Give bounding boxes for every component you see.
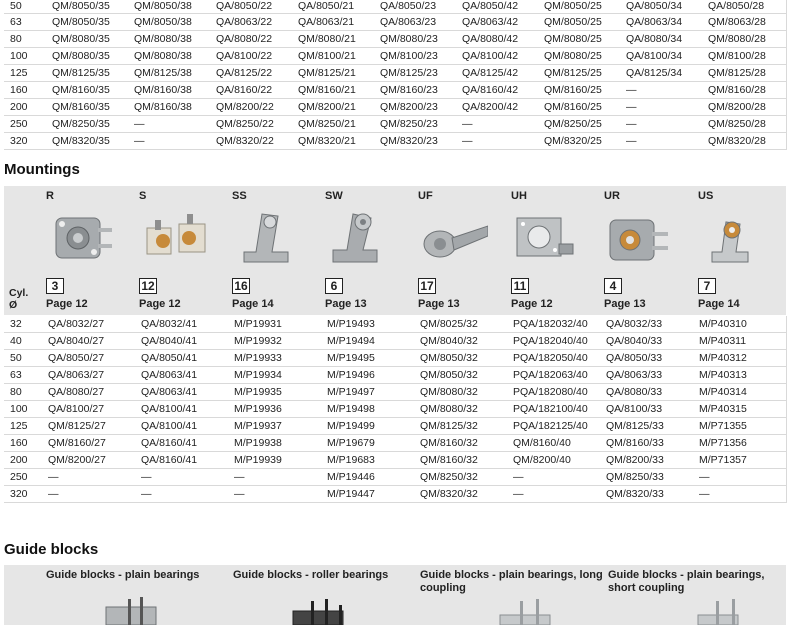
part-number-cell: QM/8080/38 — [128, 30, 210, 47]
page-reference: Page 12 — [139, 298, 181, 310]
part-number-cell: M/P19446 — [321, 469, 414, 486]
part-number-cell: — — [128, 132, 210, 149]
part-number-cell: QM/8125/23 — [374, 64, 456, 81]
part-number-cell: QM/8320/28 — [702, 132, 786, 149]
part-number-cell: QM/8125/27 — [42, 418, 135, 435]
cylinder-diameter-cell: 80 — [4, 30, 46, 47]
part-number-cell: QM/8050/35 — [46, 0, 128, 13]
part-number-cell: QM/8160/25 — [538, 81, 620, 98]
page-number-box: 12 — [139, 278, 157, 294]
part-number-cell: QA/8063/41 — [135, 384, 228, 401]
part-number-cell: QM/8125/25 — [538, 64, 620, 81]
mounting-column-uh[interactable] — [511, 186, 603, 315]
cylinder-diameter-cell: 100 — [4, 401, 42, 418]
guide-block-roller-bearings[interactable] — [233, 565, 419, 625]
cylinder-diameter-cell: 63 — [4, 367, 42, 384]
part-number-cell: QM/8080/35 — [46, 30, 128, 47]
part-number-cell: QM/8160/21 — [292, 81, 374, 98]
part-number-cell: QA/8063/34 — [620, 13, 702, 30]
part-number-cell: PQA/182080/40 — [507, 384, 600, 401]
part-number-cell: QA/8050/28 — [702, 0, 786, 13]
cylinder-diameter-cell: 160 — [4, 81, 46, 98]
part-number-cell: QM/8320/25 — [538, 132, 620, 149]
part-number-cell: QM/8080/38 — [128, 47, 210, 64]
part-number-cell: QM/8160/35 — [46, 98, 128, 115]
table-row — [4, 350, 786, 367]
part-number-cell: QA/8040/27 — [42, 333, 135, 350]
part-number-cell: QM/8125/32 — [414, 418, 507, 435]
rod-end-mounting-image — [418, 204, 488, 270]
part-number-cell: QA/8040/33 — [600, 333, 693, 350]
trunnion-block-mounting-image — [511, 204, 581, 270]
part-number-cell: QA/8125/22 — [210, 64, 292, 81]
cylinder-diameter-cell: 125 — [4, 418, 42, 435]
part-number-cell: QA/8100/27 — [42, 401, 135, 418]
part-number-cell: — — [135, 469, 228, 486]
part-number-cell: QM/8320/22 — [210, 132, 292, 149]
part-number-cell: — — [620, 98, 702, 115]
part-number-cell: QA/8063/27 — [42, 367, 135, 384]
part-number-cell: QM/8040/32 — [414, 333, 507, 350]
part-number-cell: QM/8200/27 — [42, 452, 135, 469]
guide-block-plain-bearings[interactable] — [46, 565, 232, 625]
table-row — [4, 401, 786, 418]
guide-block-long-coupling-image — [440, 595, 560, 625]
part-number-cell: M/P71357 — [693, 452, 786, 469]
part-number-cell: QM/8250/22 — [210, 115, 292, 132]
part-number-cell: M/P19679 — [321, 435, 414, 452]
mountings-title: Mountings — [4, 161, 80, 178]
part-number-cell: M/P19494 — [321, 333, 414, 350]
page-number-box: 16 — [232, 278, 250, 294]
table-row — [4, 132, 786, 149]
part-number-cell: PQA/182050/40 — [507, 350, 600, 367]
part-number-cell: QM/8160/38 — [128, 81, 210, 98]
part-number-cell: M/P40312 — [693, 350, 786, 367]
page-reference: Page 13 — [418, 298, 460, 310]
part-number-cell: QM/8125/28 — [702, 64, 786, 81]
guide-block-short-coupling-image — [628, 595, 748, 625]
page-number-box: 7 — [698, 278, 716, 294]
cylinder-diameter-cell: 100 — [4, 47, 46, 64]
page-reference: Page 13 — [604, 298, 646, 310]
part-number-cell: QA/8160/41 — [135, 435, 228, 452]
part-number-cell: QA/8160/42 — [456, 81, 538, 98]
part-number-cell: QM/8320/33 — [600, 486, 693, 503]
part-number-cell: QA/8050/33 — [600, 350, 693, 367]
part-number-cell: QA/8100/22 — [210, 47, 292, 64]
part-number-cell: — — [42, 486, 135, 503]
table-row — [4, 486, 786, 503]
part-number-cell: QM/8250/21 — [292, 115, 374, 132]
part-number-cell: QM/8160/32 — [414, 452, 507, 469]
mounting-code: UR — [604, 190, 620, 202]
page-number-box: 4 — [604, 278, 622, 294]
part-number-cell: — — [135, 486, 228, 503]
cylinder-diameter-label: Cyl. Ø — [9, 287, 29, 311]
part-number-cell: QM/8025/32 — [414, 316, 507, 333]
part-number-cell: QA/8160/22 — [210, 81, 292, 98]
page-reference: Page 14 — [698, 298, 740, 310]
part-number-cell: — — [42, 469, 135, 486]
mountings-header-panel — [4, 186, 786, 315]
cylinder-diameter-cell: 250 — [4, 469, 42, 486]
part-number-cell: M/P19498 — [321, 401, 414, 418]
table-row — [4, 47, 786, 64]
guide-block-plain-long-coupling[interactable] — [420, 565, 606, 625]
table-row — [4, 367, 786, 384]
pivot-bracket-mounting-image — [139, 204, 209, 270]
part-number-cell: QM/8050/32 — [414, 367, 507, 384]
part-number-cell: M/P19496 — [321, 367, 414, 384]
part-number-cell: — — [620, 81, 702, 98]
part-number-cell: QM/8050/25 — [538, 13, 620, 30]
table-row — [4, 418, 786, 435]
part-number-cell: QM/8125/38 — [128, 64, 210, 81]
part-number-cell: QM/8200/28 — [702, 98, 786, 115]
cylinder-diameter-cell: 50 — [4, 350, 42, 367]
mounting-code: UF — [418, 190, 433, 202]
part-number-cell: QM/8050/32 — [414, 350, 507, 367]
part-number-cell: QA/8050/34 — [620, 0, 702, 13]
part-number-cell: QM/8100/28 — [702, 47, 786, 64]
part-number-cell: QA/8050/23 — [374, 0, 456, 13]
part-number-cell: QA/8080/33 — [600, 384, 693, 401]
table-row — [4, 0, 786, 13]
part-number-cell: QA/8080/34 — [620, 30, 702, 47]
part-number-cell: QM/8250/32 — [414, 469, 507, 486]
mounting-code: US — [698, 190, 714, 202]
table-row — [4, 64, 786, 81]
part-number-cell: QM/8320/32 — [414, 486, 507, 503]
part-number-cell: — — [693, 486, 786, 503]
cylinder-diameter-cell: 200 — [4, 98, 46, 115]
part-number-cell: QM/8160/40 — [507, 435, 600, 452]
part-number-cell: QA/8063/42 — [456, 13, 538, 30]
cylinder-diameter-cell: 32 — [4, 316, 42, 333]
part-number-cell: QM/8080/32 — [414, 401, 507, 418]
part-number-cell: M/P19495 — [321, 350, 414, 367]
part-number-cell: QM/8160/28 — [702, 81, 786, 98]
part-number-cell: QM/8200/21 — [292, 98, 374, 115]
mounting-column-uf[interactable] — [418, 186, 510, 315]
part-number-cell: QA/8032/33 — [600, 316, 693, 333]
part-number-cell: QM/8250/23 — [374, 115, 456, 132]
part-number-cell: — — [693, 469, 786, 486]
part-number-cell: QM/8080/32 — [414, 384, 507, 401]
part-number-cell: QM/8200/40 — [507, 452, 600, 469]
part-number-cell: QM/8160/33 — [600, 435, 693, 452]
part-number-cell: — — [456, 132, 538, 149]
table-row — [4, 13, 786, 30]
part-number-cell: PQA/182063/40 — [507, 367, 600, 384]
part-number-cell: QM/8080/25 — [538, 47, 620, 64]
cylinder-diameter-cell: 80 — [4, 384, 42, 401]
part-number-cell: M/P40311 — [693, 333, 786, 350]
mounting-column-sw[interactable] — [325, 186, 417, 315]
part-number-cell: QM/8200/22 — [210, 98, 292, 115]
part-number-cell: QA/8200/42 — [456, 98, 538, 115]
page-number-box: 11 — [511, 278, 529, 294]
part-number-cell: M/P40313 — [693, 367, 786, 384]
part-number-cell: QA/8063/33 — [600, 367, 693, 384]
part-number-cell: QM/8250/28 — [702, 115, 786, 132]
page-reference: Page 14 — [232, 298, 274, 310]
part-number-cell: QA/8100/34 — [620, 47, 702, 64]
cylinder-diameter-cell: 125 — [4, 64, 46, 81]
part-number-cell: QM/8125/21 — [292, 64, 374, 81]
part-number-cell: QA/8080/27 — [42, 384, 135, 401]
part-number-cell: QM/8250/25 — [538, 115, 620, 132]
table-row — [4, 452, 786, 469]
part-number-cell: QA/8050/41 — [135, 350, 228, 367]
part-number-cell: QM/8250/33 — [600, 469, 693, 486]
part-number-cell: QA/8040/41 — [135, 333, 228, 350]
part-number-cell: QM/8200/23 — [374, 98, 456, 115]
table-row — [4, 98, 786, 115]
cylinder-diameter-cell: 40 — [4, 333, 42, 350]
part-number-cell: — — [620, 132, 702, 149]
part-number-cell: QM/8080/35 — [46, 47, 128, 64]
guide-block-label: Guide blocks - plain bearings, short coupling — [608, 569, 765, 594]
cylinder-diameter-cell: 160 — [4, 435, 42, 452]
part-number-cell: — — [128, 115, 210, 132]
mounting-code: SS — [232, 190, 247, 202]
cylinder-diameter-cell: 250 — [4, 115, 46, 132]
cylinder-diameter-cell: 320 — [4, 486, 42, 503]
cylinder-diameter-cell: 50 — [4, 0, 46, 13]
spherical-clevis-mounting-image — [698, 204, 768, 270]
guide-blocks-title: Guide blocks — [4, 541, 99, 558]
part-number-cell: M/P71355 — [693, 418, 786, 435]
table-row — [4, 30, 786, 47]
page-reference: Page 13 — [325, 298, 367, 310]
part-number-cell: QA/8050/42 — [456, 0, 538, 13]
part-number-cell: QA/8125/42 — [456, 64, 538, 81]
page-number-box: 3 — [46, 278, 64, 294]
part-number-cell: QM/8160/23 — [374, 81, 456, 98]
top-parts-table — [4, 0, 787, 150]
mountings-parts-table — [4, 316, 787, 503]
part-number-cell: QA/8080/42 — [456, 30, 538, 47]
swivel-clevis-mounting-image — [325, 204, 395, 270]
part-number-cell: PQA/182040/40 — [507, 333, 600, 350]
part-number-cell: M/P19937 — [228, 418, 321, 435]
part-number-cell: QM/8080/28 — [702, 30, 786, 47]
part-number-cell: QM/8320/21 — [292, 132, 374, 149]
page-reference: Page 12 — [46, 298, 88, 310]
part-number-cell: QA/8032/41 — [135, 316, 228, 333]
mounting-code: UH — [511, 190, 527, 202]
cylinder-diameter-cell: 63 — [4, 13, 46, 30]
part-number-cell: — — [228, 486, 321, 503]
part-number-cell: QA/8100/33 — [600, 401, 693, 418]
part-number-cell: PQA/182032/40 — [507, 316, 600, 333]
clevis-bracket-mounting-image — [232, 204, 302, 270]
part-number-cell: M/P19938 — [228, 435, 321, 452]
mounting-code: S — [139, 190, 147, 202]
part-number-cell: — — [228, 469, 321, 486]
mounting-column-s[interactable] — [139, 186, 231, 315]
part-number-cell: QM/8080/23 — [374, 30, 456, 47]
part-number-cell: QA/8050/21 — [292, 0, 374, 13]
table-row — [4, 81, 786, 98]
part-number-cell: M/P71356 — [693, 435, 786, 452]
table-row — [4, 316, 786, 333]
guide-block-roller-image — [253, 595, 373, 625]
table-row — [4, 469, 786, 486]
part-number-cell: M/P19932 — [228, 333, 321, 350]
part-number-cell: QM/8050/35 — [46, 13, 128, 30]
part-number-cell: QA/8100/41 — [135, 401, 228, 418]
part-number-cell: — — [620, 115, 702, 132]
guide-block-label: Guide blocks - roller bearings — [233, 569, 389, 581]
part-number-cell: QA/8063/21 — [292, 13, 374, 30]
guide-blocks-panel — [4, 565, 786, 625]
part-number-cell: M/P40314 — [693, 384, 786, 401]
part-number-cell: QA/8100/41 — [135, 418, 228, 435]
mounting-column-r[interactable] — [46, 186, 138, 315]
part-number-cell: QM/8063/28 — [702, 13, 786, 30]
part-number-cell: M/P19931 — [228, 316, 321, 333]
part-number-cell: — — [507, 469, 600, 486]
page-number-box: 6 — [325, 278, 343, 294]
part-number-cell: QM/8160/35 — [46, 81, 128, 98]
part-number-cell: QM/8050/25 — [538, 0, 620, 13]
part-number-cell: QM/8080/21 — [292, 30, 374, 47]
part-number-cell: M/P19939 — [228, 452, 321, 469]
part-number-cell: M/P19935 — [228, 384, 321, 401]
guide-block-plain-short-coupling[interactable] — [608, 565, 790, 625]
part-number-cell: QA/8050/22 — [210, 0, 292, 13]
guide-block-label: Guide blocks - plain bearings, long coupling — [420, 569, 603, 594]
part-number-cell: QA/8080/22 — [210, 30, 292, 47]
part-number-cell: M/P19936 — [228, 401, 321, 418]
part-number-cell: M/P19933 — [228, 350, 321, 367]
part-number-cell: QM/8320/23 — [374, 132, 456, 149]
table-row — [4, 384, 786, 401]
part-number-cell: M/P19683 — [321, 452, 414, 469]
part-number-cell: QA/8063/41 — [135, 367, 228, 384]
part-number-cell: M/P19499 — [321, 418, 414, 435]
table-row — [4, 115, 786, 132]
cylinder-diameter-cell: 320 — [4, 132, 46, 149]
part-number-cell: M/P19447 — [321, 486, 414, 503]
cylinder-diameter-cell: 200 — [4, 452, 42, 469]
guide-block-plain-image — [66, 595, 186, 625]
part-number-cell: M/P40310 — [693, 316, 786, 333]
part-number-cell: QM/8200/33 — [600, 452, 693, 469]
part-number-cell: QM/8100/21 — [292, 47, 374, 64]
part-number-cell: QM/8160/32 — [414, 435, 507, 452]
part-number-cell: QA/8063/22 — [210, 13, 292, 30]
part-number-cell: M/P40315 — [693, 401, 786, 418]
part-number-cell: PQA/182125/40 — [507, 418, 600, 435]
mounting-column-ur[interactable] — [604, 186, 696, 315]
part-number-cell: — — [456, 115, 538, 132]
part-number-cell: QM/8320/35 — [46, 132, 128, 149]
table-row — [4, 333, 786, 350]
part-number-cell: QM/8160/27 — [42, 435, 135, 452]
part-number-cell: QA/8160/41 — [135, 452, 228, 469]
mounting-code: SW — [325, 190, 343, 202]
page-reference: Page 12 — [511, 298, 553, 310]
swivel-rear-mounting-image — [604, 204, 674, 270]
rear-flange-mounting-image — [46, 204, 116, 270]
part-number-cell: QA/8063/23 — [374, 13, 456, 30]
part-number-cell: QM/8080/25 — [538, 30, 620, 47]
mounting-column-us[interactable] — [698, 186, 790, 315]
page-number-box: 17 — [418, 278, 436, 294]
part-number-cell: M/P19934 — [228, 367, 321, 384]
mounting-code: R — [46, 190, 54, 202]
guide-block-label: Guide blocks - plain bearings — [46, 569, 200, 581]
part-number-cell: PQA/182100/40 — [507, 401, 600, 418]
part-number-cell: QM/8050/38 — [128, 13, 210, 30]
mounting-column-ss[interactable] — [232, 186, 324, 315]
part-number-cell: QM/8160/25 — [538, 98, 620, 115]
part-number-cell: QM/8125/35 — [46, 64, 128, 81]
part-number-cell: M/P19497 — [321, 384, 414, 401]
part-number-cell: QM/8160/38 — [128, 98, 210, 115]
part-number-cell: QM/8125/33 — [600, 418, 693, 435]
table-row — [4, 435, 786, 452]
part-number-cell: QA/8125/34 — [620, 64, 702, 81]
part-number-cell: QM/8250/35 — [46, 115, 128, 132]
part-number-cell: M/P19493 — [321, 316, 414, 333]
part-number-cell: QM/8100/23 — [374, 47, 456, 64]
part-number-cell: QA/8032/27 — [42, 316, 135, 333]
part-number-cell: — — [507, 486, 600, 503]
part-number-cell: QM/8050/38 — [128, 0, 210, 13]
part-number-cell: QA/8050/27 — [42, 350, 135, 367]
part-number-cell: QA/8100/42 — [456, 47, 538, 64]
